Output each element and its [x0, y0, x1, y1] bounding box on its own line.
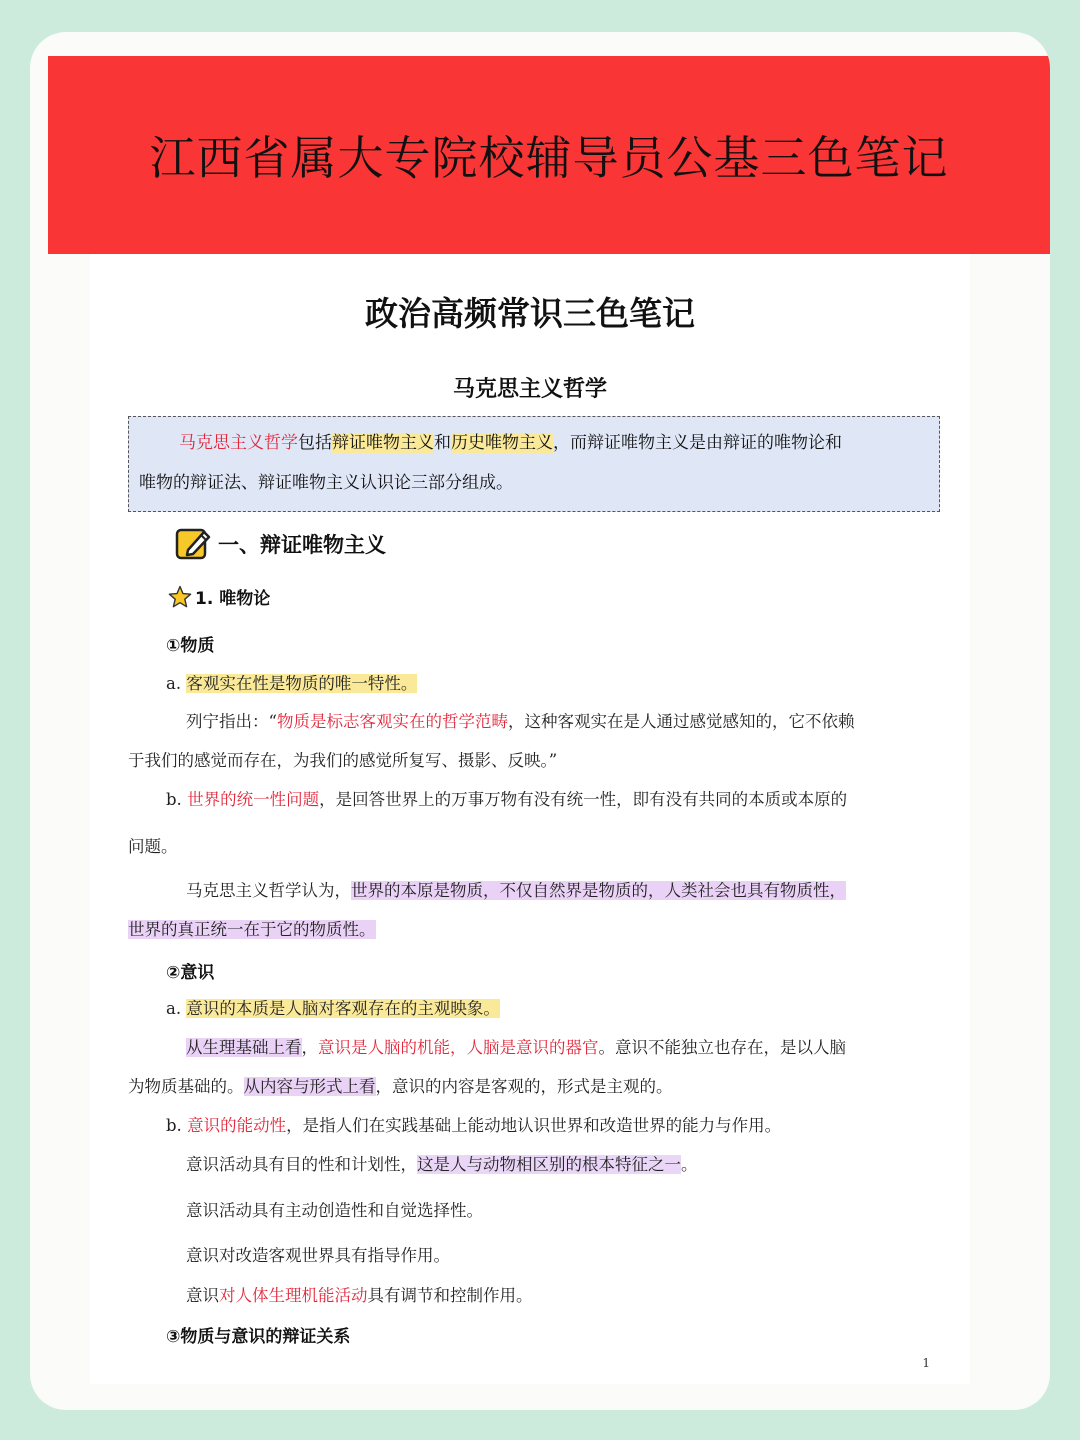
matter-b-red: 世界的统一性问题 — [187, 790, 320, 809]
text: ，是指人们在实践基础上能动地认识世界和改造世界的能力与作用。 — [286, 1116, 782, 1135]
matter-point-a — [166, 672, 417, 696]
section-heading — [174, 524, 386, 564]
relation-heading: ③物质与意识的辩证关系 — [166, 1327, 351, 1347]
intro-line-1 — [139, 423, 929, 463]
physiology-highlight: 从生理基础上看 — [186, 1038, 302, 1057]
lenin-quote-red: 物质是标志客观实在的哲学范畴 — [276, 712, 508, 731]
text: ，是回答世界上的万事万物有没有统一性，即有没有共同的本质或本原的 — [319, 790, 848, 809]
content-form-highlight: 从内容与形式上看 — [243, 1077, 376, 1096]
consciousness-point-a — [166, 997, 500, 1021]
intro-box — [128, 416, 940, 512]
subsection-heading — [168, 584, 270, 609]
matter-point-b — [166, 788, 847, 812]
matter-heading: ①物质 — [166, 636, 215, 656]
intro-text: 和 — [434, 433, 451, 453]
star-icon — [168, 585, 192, 609]
document-page — [90, 254, 970, 1384]
consciousness-b-red: 意识的能动性 — [187, 1116, 287, 1135]
text: 马克思主义哲学认为， — [186, 881, 351, 900]
marxism-line-2 — [128, 918, 376, 942]
intro-highlight: 历史唯物主义 — [451, 433, 553, 453]
intro-term: 马克思主义哲学 — [179, 433, 298, 453]
point-prefix: b. — [166, 790, 188, 809]
subsection-heading-text: 1. 唯物论 — [195, 589, 271, 609]
marxism-highlight: 世界的本原是物质，不仅自然界是物质的，人类社会也具有物质性， — [351, 881, 846, 900]
text: 意识活动具有目的性和计划性， — [186, 1155, 417, 1174]
consciousness-feature-4 — [186, 1284, 533, 1308]
intro-text: ，而辩证唯物主义是由辩证的唯物论和 — [553, 433, 842, 453]
text: 。 — [681, 1155, 698, 1174]
consciousness-a-text: 意识的本质是人脑对客观存在的主观映象。 — [186, 999, 500, 1018]
document-title: 政治高频常识三色笔记 — [365, 294, 695, 333]
page-number: 1 — [922, 1356, 930, 1370]
banner-title: 江西省属大专院校辅导员公基三色笔记 — [149, 131, 949, 185]
physiology-line-2 — [128, 1075, 673, 1099]
section-heading-text: 一、辩证唯物主义 — [218, 533, 386, 557]
matter-a-text: 客观实在性是物质的唯一特性。 — [186, 674, 418, 693]
point-prefix: a. — [166, 674, 187, 693]
consciousness-feature-2: 意识活动具有主动创造性和自觉选择性。 — [186, 1201, 483, 1220]
text: 意识 — [186, 1286, 219, 1305]
text: ，意识的内容是客观的，形式是主观的。 — [375, 1077, 673, 1096]
banner — [48, 56, 1050, 254]
consciousness-point-b — [166, 1114, 781, 1138]
text: 列宁指出：“ — [186, 712, 277, 731]
matter-point-b-line-2: 问题。 — [128, 837, 178, 856]
text: 为物质基础的。 — [128, 1077, 244, 1096]
marxism-highlight-2: 世界的真正统一在于它的物质性。 — [128, 920, 376, 939]
intro-text: 包括 — [298, 433, 332, 453]
feature-4-red: 对人体生理机能活动 — [219, 1286, 368, 1305]
card — [30, 32, 1050, 1410]
intro-line-2: 唯物的辩证法、辩证唯物主义认识论三部分组成。 — [139, 473, 513, 493]
feature-highlight: 这是人与动物相区别的根本特征之一 — [417, 1155, 681, 1174]
edit-note-icon — [174, 524, 214, 564]
intro-highlight: 辩证唯物主义 — [332, 433, 434, 453]
consciousness-feature-1 — [186, 1153, 698, 1177]
text: ，这种客观实在是人通过感觉感知的，它不依赖 — [507, 712, 855, 731]
marxism-line-1 — [186, 879, 846, 903]
text: ， — [301, 1038, 318, 1057]
text: 。意识不能独立也存在，是以人脑 — [598, 1038, 846, 1057]
lenin-quote-line-2: 于我们的感觉而存在，为我们的感觉所复写、摄影、反映。” — [128, 751, 558, 770]
lenin-quote-line-1 — [186, 710, 854, 734]
physiology-red: 意识是人脑的机能，人脑是意识的器官 — [318, 1038, 599, 1057]
point-prefix: b. — [166, 1116, 188, 1135]
text: 具有调节和控制作用。 — [367, 1286, 533, 1305]
point-prefix: a. — [166, 999, 187, 1018]
consciousness-heading: ②意识 — [166, 963, 215, 983]
physiology-line-1 — [186, 1036, 846, 1060]
consciousness-feature-3: 意识对改造客观世界具有指导作用。 — [186, 1246, 450, 1265]
document-subtitle: 马克思主义哲学 — [452, 377, 607, 402]
